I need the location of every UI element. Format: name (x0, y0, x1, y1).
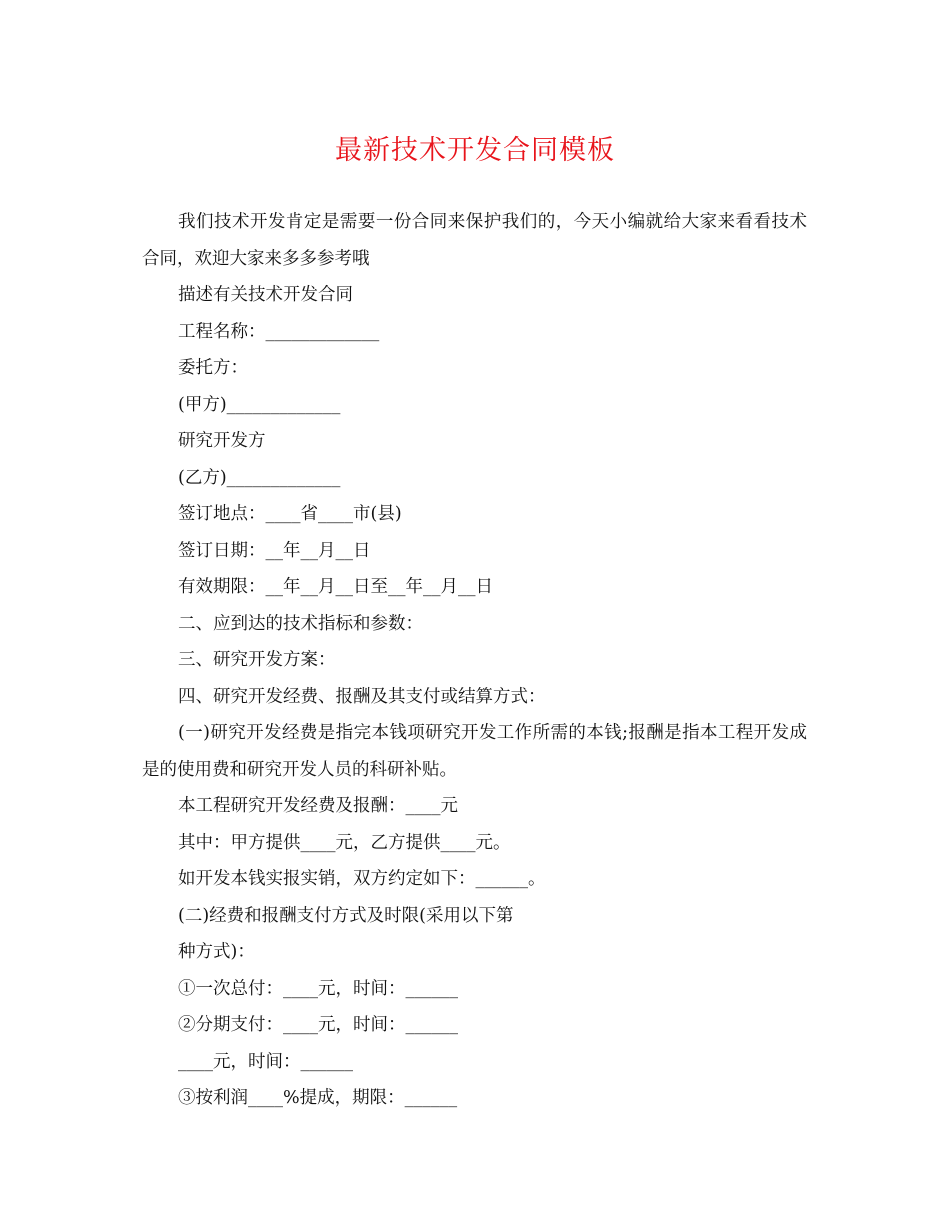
field-client: 委托方： (178, 358, 248, 378)
field-party-a: (甲方)_____________ (178, 394, 341, 415)
section-4-heading: 四、研究开发经费、报酬及其支付或结算方式： (178, 686, 546, 707)
field-project-name: 工程名称：_____________ (178, 321, 380, 342)
document-title: 最新技术开发合同模板 (335, 135, 615, 166)
clause-funding-split: 其中：甲方提供____元，乙方提供____元。 (178, 832, 511, 853)
payment-option-2-installment: ____元，时间：______ (178, 1051, 353, 1072)
intro-paragraph: 我们技术开发肯定是需要一份合同来保护我们的，今天小编就给大家来看看技术合同，欢迎大家来多多参考哦 (142, 212, 807, 269)
clause-4-1: (一)研究开发经费是指完本钱项研究开发工作所需的本钱;报酬是指本工程开发成是的使用费和研究开发人员的科研补贴。 (142, 723, 807, 780)
section-2-heading: 二、应到达的技术指标和参数： (178, 613, 423, 634)
document-body (142, 204, 807, 1117)
paragraph-description: 描述有关技术开发合同 (178, 285, 353, 305)
field-developer: 研究开发方 (178, 431, 266, 451)
clause-4-2-continued: 种方式)： (178, 942, 255, 962)
clause-4-2: (二)经费和报酬支付方式及时限(采用以下第 (178, 905, 514, 926)
payment-option-2: ②分期支付：____元，时间：______ (178, 1015, 458, 1035)
field-validity-period: 有效期限：__年__月__日至__年__月__日 (178, 577, 493, 597)
field-signing-date: 签订日期：__年__月__日 (178, 540, 371, 561)
payment-option-3: ③按利润____%提成，期限：______ (178, 1088, 458, 1108)
clause-total-funding: 本工程研究开发经费及报酬：____元 (178, 796, 458, 816)
section-3-heading: 三、研究开发方案： (178, 650, 336, 670)
field-signing-place: 签订地点：____省____市(县) (178, 504, 402, 524)
clause-reimbursement: 如开发本钱实报实销，双方约定如下：______。 (178, 869, 546, 889)
field-party-b: (乙方)_____________ (178, 467, 341, 488)
payment-option-1: ①一次总付：____元，时间：______ (178, 978, 458, 999)
